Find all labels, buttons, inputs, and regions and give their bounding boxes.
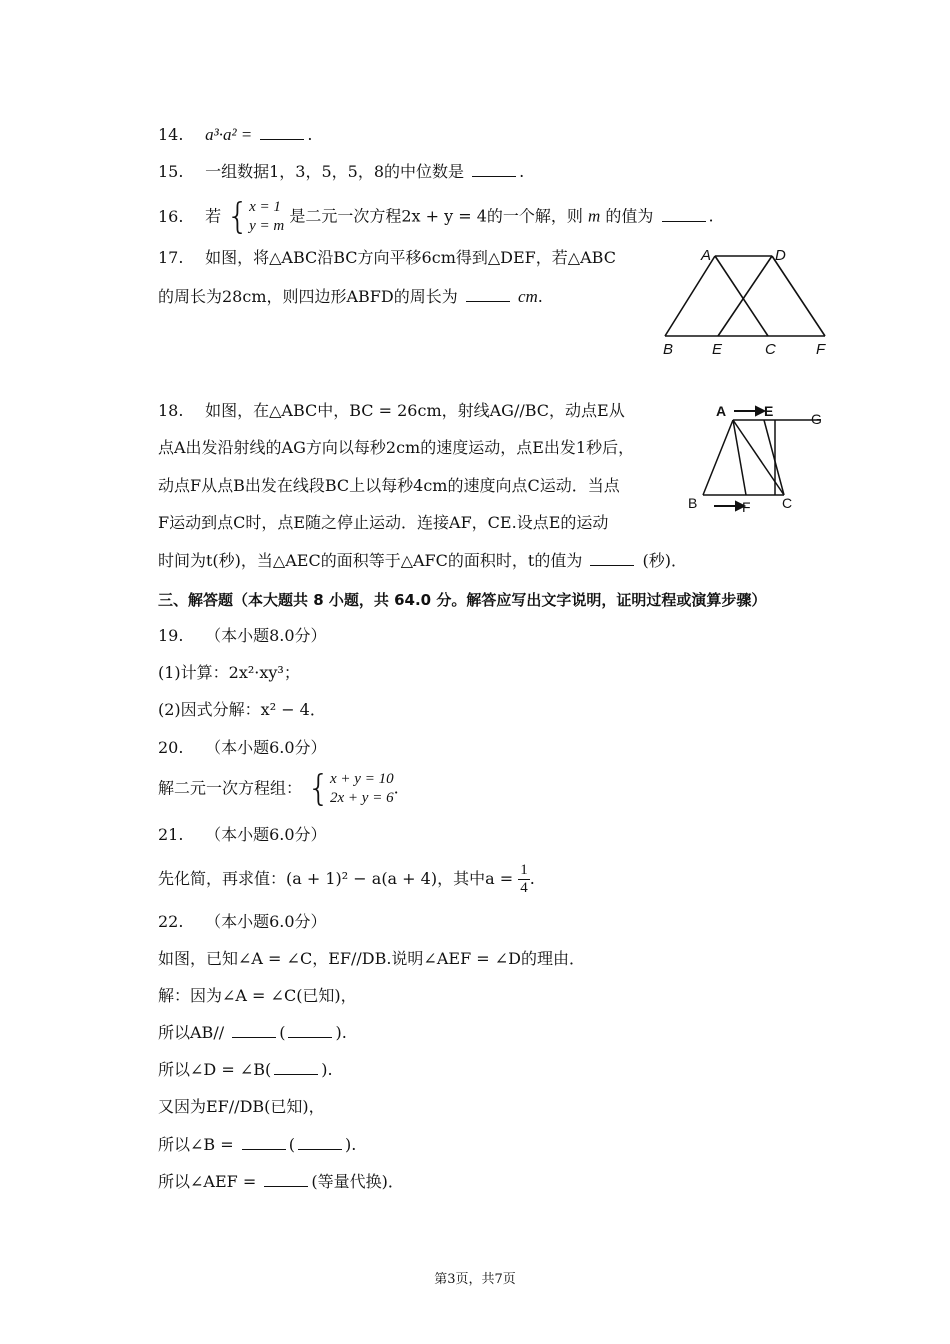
solution-step-4: 又因为EF//DB(已知)，	[158, 1097, 325, 1116]
step-text: 所以∠AEF =	[158, 1172, 257, 1191]
label-B: B	[663, 341, 674, 358]
fraction-numerator: 1	[520, 862, 528, 878]
question-text: 一组数据1，3，5，5，8的中位数是	[205, 162, 464, 181]
question-16	[158, 198, 714, 236]
question-18-line-4	[158, 512, 608, 534]
variable: m	[588, 206, 601, 226]
question-number: 15.	[158, 162, 184, 181]
period: .	[708, 206, 714, 226]
question-number: 22.	[158, 912, 184, 931]
label-D: D	[775, 247, 786, 264]
question-18-line-3	[158, 475, 620, 497]
reason-blank	[298, 1135, 342, 1150]
score-note: （本小题6.0分）	[205, 825, 327, 844]
paren-open: (	[279, 1023, 286, 1042]
fraction	[518, 862, 530, 897]
question-text: 先化简，再求值：(a + 1)² − a(a + 4)，其中a =	[158, 869, 514, 888]
page-footer: 第3页，共7页	[434, 1272, 516, 1287]
label-G: G	[811, 411, 822, 427]
question-number: 17.	[158, 248, 184, 267]
answer-blank	[590, 551, 634, 566]
label-A: A	[701, 247, 712, 264]
question-text: F运动到点C时，点E随之停止运动．连接AF，CE.设点E的运动	[158, 513, 609, 532]
solution-step-5	[158, 1134, 356, 1156]
question-number: 18.	[158, 401, 184, 420]
equation-system: { x + y = 10 2x + y = 6	[307, 768, 394, 809]
label-A: A	[716, 403, 727, 419]
eq-row-2: y = m	[249, 218, 285, 234]
question-text: 时间为t(秒)，当△AEC的面积等于△AFC的面积时，t的值为	[158, 551, 583, 570]
question-17-line-1	[158, 247, 616, 269]
question-15	[158, 161, 524, 183]
question-22	[158, 911, 327, 933]
question-pre: 若	[205, 206, 222, 226]
question-number: 16.	[158, 206, 184, 226]
question-mid: 是二元一次方程2x + y = 4的一个解，则	[289, 206, 583, 226]
question-22-statement: 如图，已知∠A = ∠C，EF//DB.说明∠AEF = ∠D的理由．	[158, 949, 585, 968]
question-18-line-1	[158, 400, 625, 422]
question-number: 14.	[158, 125, 184, 144]
label-C: C	[782, 495, 793, 511]
answer-blank	[242, 1135, 286, 1150]
label-F: F	[816, 341, 826, 358]
question-18-line-5	[158, 550, 687, 572]
answer-blank	[472, 162, 516, 177]
expression: a³·a² =	[205, 125, 253, 144]
section-header: 三、解答题（本大题共 8 小题，共 64.0 分。解答应写出文字说明，证明过程或演算步骤）	[158, 591, 767, 609]
paren-close: ).	[321, 1060, 333, 1079]
score-note: （本小题6.0分）	[205, 912, 327, 931]
question-text: 如图，将△ABC沿BC方向平移6cm得到△DEF，若△ABC	[205, 248, 616, 267]
answer-blank	[260, 125, 304, 140]
solution-step-3	[158, 1059, 333, 1081]
unit: cm	[517, 287, 538, 306]
figure-moving-points	[686, 400, 836, 515]
question-post: 的值为	[605, 206, 654, 226]
score-note: （本小题6.0分）	[205, 738, 327, 757]
equation-system: { x = 1 y = m	[226, 196, 285, 237]
step-text: 所以∠D = ∠B(	[158, 1060, 272, 1079]
paren-open: (	[288, 1135, 296, 1154]
solution-step-2	[158, 1022, 347, 1044]
label-F: F	[742, 499, 751, 515]
score-note: （本小题8.0分）	[205, 626, 327, 645]
step-text: 所以∠B =	[158, 1135, 234, 1154]
period: .	[307, 125, 313, 144]
period: .	[529, 869, 535, 888]
question-17-line-2	[158, 286, 543, 308]
answer-blank	[264, 1172, 308, 1187]
question-text: 的周长为28cm，则四边形ABFD的周长为	[158, 287, 458, 306]
step-reason: (等量代换)．	[311, 1172, 404, 1191]
question-text-end: (秒)．	[642, 551, 688, 570]
question-20-body	[158, 770, 399, 808]
question-20	[158, 737, 327, 759]
question-14	[158, 124, 312, 146]
label-C: C	[765, 341, 776, 358]
question-21-body	[158, 862, 535, 897]
period: .	[519, 162, 525, 181]
answer-blank	[466, 287, 510, 302]
question-18-line-2	[158, 437, 634, 459]
answer-blank	[662, 207, 706, 222]
step-text: 所以AB//	[158, 1023, 225, 1042]
question-number: 20.	[158, 738, 184, 757]
figure-translation-triangles	[655, 244, 845, 359]
question-19-part-2: (2)因式分解：x² − 4．	[158, 700, 326, 719]
paren-close: ).	[345, 1135, 357, 1154]
question-text: 解二元一次方程组：	[158, 778, 303, 798]
solution-step-1: 解：因为∠A = ∠C(已知)，	[158, 986, 357, 1005]
question-text: 点A出发沿射线的AG方向以每秒2cm的速度运动，点E出发1秒后，	[158, 438, 635, 457]
question-text: 如图，在△ABC中，BC = 26cm，射线AG//BC，动点E从	[205, 401, 625, 420]
answer-blank	[232, 1023, 276, 1038]
question-19	[158, 625, 327, 647]
period: .	[537, 287, 543, 306]
question-number: 19.	[158, 626, 184, 645]
reason-blank	[274, 1060, 318, 1075]
question-number: 21.	[158, 825, 184, 844]
label-E: E	[712, 341, 723, 358]
label-E: E	[764, 403, 774, 419]
reason-blank	[288, 1023, 332, 1038]
question-21	[158, 824, 327, 846]
question-text: 动点F从点B出发在线段BC上以每秒4cm的速度向点C运动．当点	[158, 476, 620, 495]
question-19-part-1: (1)计算：2x²·xy³；	[158, 663, 300, 682]
paren-close: ).	[335, 1023, 347, 1042]
eq-row-2: 2x + y = 6	[330, 790, 394, 806]
solution-step-6	[158, 1171, 404, 1193]
label-B: B	[688, 495, 698, 511]
eq-row-1: x + y = 10	[330, 771, 394, 787]
period: .	[393, 778, 399, 798]
eq-row-1: x = 1	[249, 199, 281, 215]
fraction-denominator: 4	[520, 880, 528, 896]
